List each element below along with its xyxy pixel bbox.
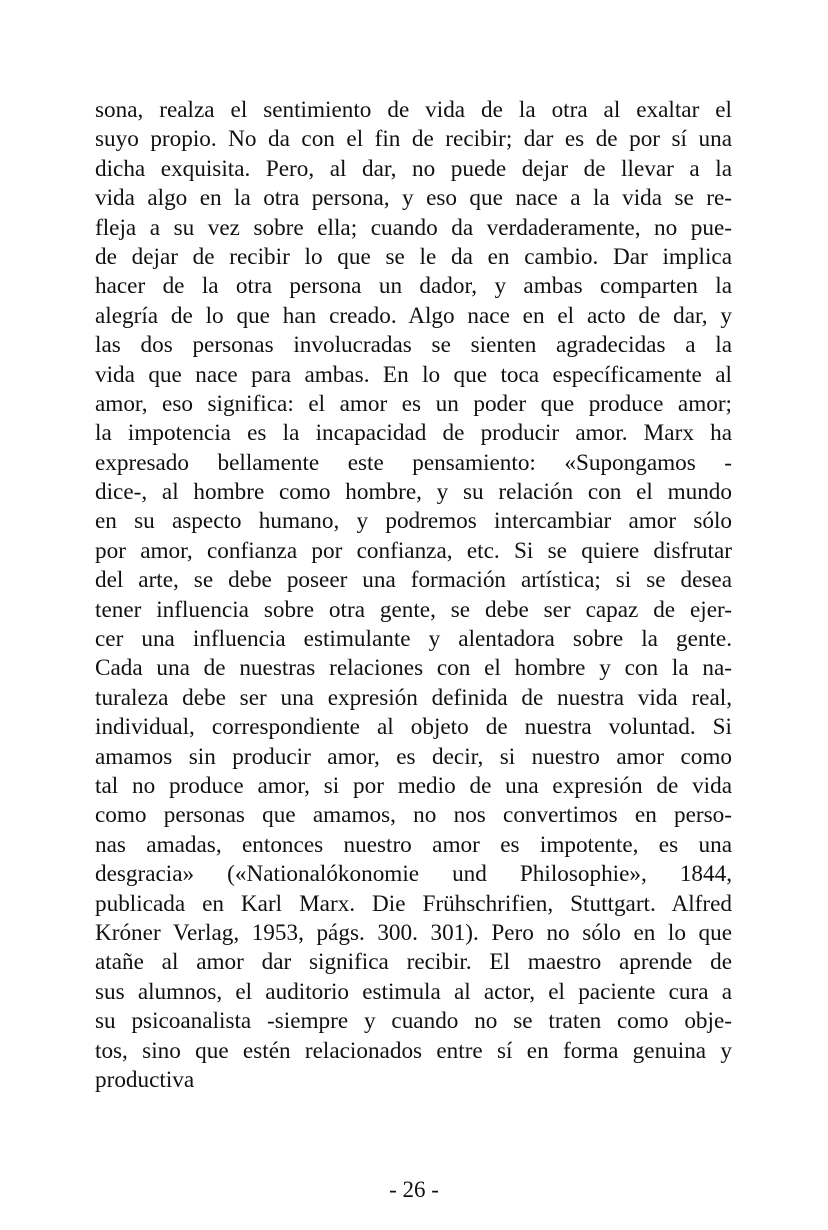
text-line: cer una influencia estimulante y alentadora sobre la gente. xyxy=(95,626,732,653)
text-line: publicada en Karl Marx. Die Frühschrifien, Stuttgart. Alfred xyxy=(95,890,732,917)
text-line: sus alumnos, el auditorio estimula al actor, el paciente cura a xyxy=(95,978,732,1005)
text-line: tos, sino que estén relacionados entre sí en forma genuina y xyxy=(95,1037,732,1064)
text-line: de dejar de recibir lo que se le da en cambio. Dar implica xyxy=(95,243,732,270)
text-line: las dos personas involucradas se sienten agradecidas a la xyxy=(95,332,732,359)
text-line: desgracia» («Nationalókonomie und Philosophie», 1844, xyxy=(95,861,732,888)
text-line: por amor, confianza por confianza, etc. Si se quiere disfrutar xyxy=(95,537,732,564)
text-line: expresado bellamente este pensamiento: «Supongamos - xyxy=(95,449,732,476)
text-line: hacer de la otra persona un dador, y ambas comparten la xyxy=(95,273,732,300)
text-line: en su aspecto humano, y podremos intercambiar amor sólo xyxy=(95,508,732,535)
text-line: dicha exquisita. Pero, al dar, no puede dejar de llevar a la xyxy=(95,155,732,182)
text-line: alegría de lo que han creado. Algo nace en el acto de dar, y xyxy=(95,302,732,329)
text-line: nas amadas, entonces nuestro amor es impotente, es una xyxy=(95,831,732,858)
text-line: como personas que amamos, no nos convertimos en perso- xyxy=(95,802,732,829)
text-line: amamos sin producir amor, es decir, si nuestro amor como xyxy=(95,743,732,770)
text-line: sona, realza el sentimiento de vida de la otra al exaltar el xyxy=(95,97,732,123)
text-line: Króner Verlag, 1953, págs. 300. 301). Pero no sólo en lo que xyxy=(95,919,732,946)
text-line: tal no produce amor, si por medio de una expresión de vida xyxy=(95,772,732,799)
text-line: individual, correspondiente al objeto de nuestra voluntad. Si xyxy=(95,714,732,741)
text-line: suyo propio. No da con el fin de recibir; dar es de por sí una xyxy=(95,126,732,153)
text-line: del arte, se debe poseer una formación artística; si se desea xyxy=(95,567,732,594)
text-line: atañe al amor dar significa recibir. El maestro aprende de xyxy=(95,949,732,976)
text-line: turaleza debe ser una expresión definida de nuestra vida real, xyxy=(95,684,732,711)
text-line: Cada una de nuestras relaciones con el hombre y con la na- xyxy=(95,655,732,682)
body-paragraph xyxy=(95,96,732,1095)
text-line: la impotencia es la incapacidad de producir amor. Marx ha xyxy=(95,420,732,447)
page-number: - 26 - xyxy=(389,1177,439,1202)
text-line: amor, eso significa: el amor es un poder que produce amor; xyxy=(95,390,732,417)
text-line-last: productiva xyxy=(95,1066,195,1093)
text-line: su psicoanalista -siempre y cuando no se traten como obje- xyxy=(95,1008,732,1035)
text-line: vida que nace para ambas. En lo que toca específicamente al xyxy=(95,361,732,388)
text-line: fleja a su vez sobre ella; cuando da verdaderamente, no pue- xyxy=(95,214,732,241)
text-line: dice-, al hombre como hombre, y su relación con el mundo xyxy=(95,479,732,506)
text-line: tener influencia sobre otra gente, se debe ser capaz de ejer- xyxy=(95,596,732,623)
text-line: vida algo en la otra persona, y eso que nace a la vida se re- xyxy=(95,185,732,212)
